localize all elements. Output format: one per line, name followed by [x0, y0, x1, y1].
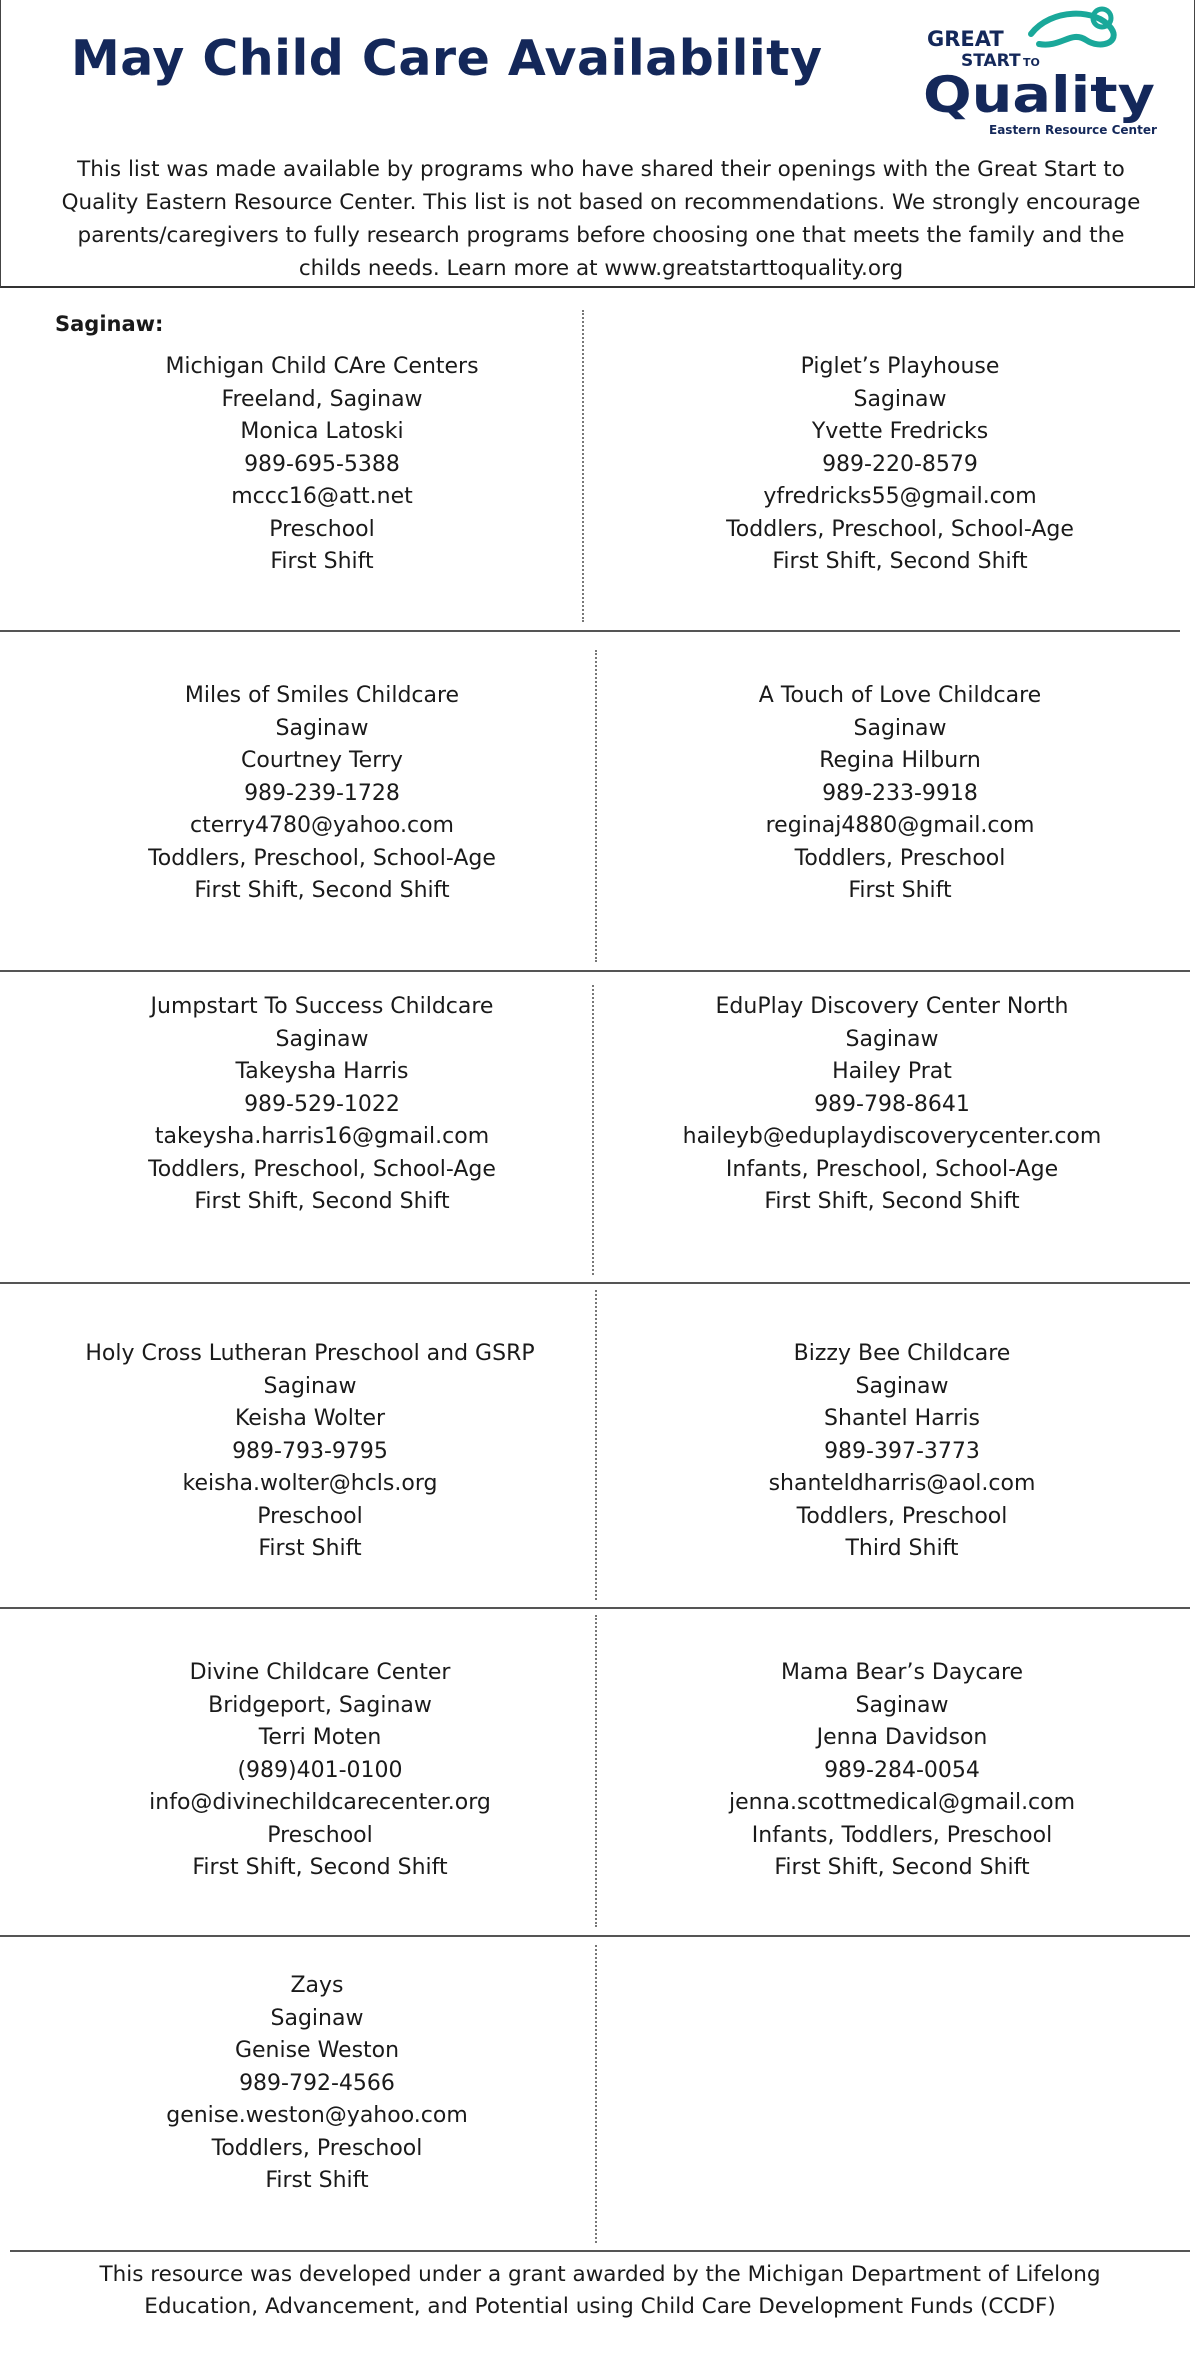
provider-shifts: Third Shift [845, 1536, 959, 1561]
provider-shifts: First Shift, Second Shift [194, 1189, 450, 1214]
provider-phone: 989-239-1728 [244, 780, 400, 806]
provider-location: Saginaw [263, 1373, 357, 1399]
provider-shifts: First Shift [270, 549, 374, 574]
provider-contact: Yvette Fredricks [811, 419, 989, 444]
provider-name: EduPlay Discovery Center North [715, 994, 1069, 1019]
provider-email: genise.weston@yahoo.com [166, 2103, 468, 2128]
provider-ages: Toddlers, Preschool, School-Age [148, 845, 496, 871]
logo-text-great: GREAT [927, 27, 1004, 51]
provider-shifts: First Shift, Second Shift [192, 1855, 448, 1880]
provider-contact: Monica Latoski [240, 419, 404, 444]
provider-location: Bridgeport, Saginaw [208, 1692, 432, 1718]
provider-ages: Toddlers, Preschool [796, 1503, 1008, 1529]
provider-phone: 989-397-3773 [824, 1438, 980, 1464]
row-divider [0, 630, 1180, 632]
header-box [0, 0, 1195, 288]
provider-ages: Toddlers, Preschool [211, 2135, 423, 2161]
provider-shifts: First Shift [265, 2168, 369, 2193]
provider-phone: 989-792-4566 [239, 2070, 395, 2096]
provider-email: shanteldharris@aol.com [768, 1471, 1036, 1496]
row-divider [0, 970, 1190, 972]
provider-card [42, 991, 602, 1219]
region-label: Saginaw: [55, 312, 164, 336]
provider-contact: Keisha Wolter [234, 1406, 386, 1431]
provider-contact: Terri Moten [258, 1725, 382, 1750]
provider-ages: Infants, Preschool, School-Age [725, 1156, 1059, 1182]
row-divider [0, 1935, 1190, 1937]
provider-card [622, 1657, 1182, 1885]
provider-ages: Toddlers, Preschool, School-Age [726, 516, 1074, 542]
provider-contact: Takeysha Harris [235, 1059, 409, 1084]
provider-email: info@divinechildcarecenter.org [149, 1790, 491, 1815]
provider-email: reginaj4880@gmail.com [765, 813, 1035, 838]
provider-contact: Shantel Harris [824, 1406, 980, 1431]
provider-email: mccc16@att.net [231, 484, 413, 509]
provider-shifts: First Shift, Second Shift [764, 1189, 1020, 1214]
provider-shifts: First Shift, Second Shift [194, 878, 450, 903]
provider-shifts: First Shift [848, 878, 952, 903]
provider-card [40, 1657, 600, 1885]
provider-name: Michigan Child CAre Centers [165, 354, 479, 379]
provider-location: Saginaw [855, 1692, 949, 1718]
logo-text-quality: Quality [923, 66, 1155, 124]
provider-name: A Touch of Love Childcare [758, 683, 1042, 708]
provider-name: Holy Cross Lutheran Preschool and GSRP [85, 1341, 535, 1366]
provider-location: Saginaw [275, 1026, 369, 1052]
provider-email: jenna.scottmedical@gmail.com [728, 1790, 1076, 1815]
provider-name: Bizzy Bee Childcare [793, 1341, 1011, 1366]
provider-card [620, 351, 1180, 579]
provider-location: Freeland, Saginaw [221, 386, 423, 412]
provider-name: Zays [290, 1973, 344, 1998]
provider-location: Saginaw [853, 715, 947, 741]
provider-shifts: First Shift, Second Shift [772, 549, 1028, 574]
provider-email: keisha.wolter@hcls.org [182, 1471, 438, 1496]
provider-phone: 989-798-8641 [814, 1091, 970, 1117]
provider-phone: 989-220-8579 [822, 451, 978, 477]
provider-email: haileyb@eduplaydiscoverycenter.com [682, 1124, 1102, 1149]
provider-name: Miles of Smiles Childcare [184, 683, 460, 708]
provider-shifts: First Shift, Second Shift [774, 1855, 1030, 1880]
provider-name: Jumpstart To Success Childcare [150, 994, 494, 1019]
provider-shifts: First Shift [258, 1536, 362, 1561]
provider-phone: 989-695-5388 [244, 451, 400, 477]
provider-contact: Courtney Terry [241, 748, 403, 773]
provider-contact: Regina Hilburn [819, 748, 981, 773]
provider-location: Saginaw [853, 386, 947, 412]
provider-card [37, 1970, 597, 2198]
great-start-to-quality-logo [911, 0, 1171, 140]
provider-name: Piglet’s Playhouse [800, 354, 1000, 379]
provider-contact: Genise Weston [234, 2038, 400, 2063]
provider-ages: Preschool [267, 1822, 373, 1848]
provider-card [622, 1338, 1182, 1566]
provider-card [620, 680, 1180, 908]
provider-location: Saginaw [855, 1373, 949, 1399]
provider-card [612, 991, 1172, 1219]
provider-name: Mama Bear’s Daycare [780, 1660, 1024, 1685]
provider-phone: 989-529-1022 [244, 1091, 400, 1117]
footer-grant-note: This resource was developed under a grant awarded by the Michigan Department of Lifelong Education, Advancement, and Potential using Child Care Development Funds (CCDF) [99, 2262, 1101, 2319]
provider-phone: 989-284-0054 [824, 1757, 980, 1783]
provider-card [30, 1338, 590, 1566]
provider-name: Divine Childcare Center [189, 1660, 451, 1685]
logo-text-start: START [961, 51, 1021, 71]
logo-text-eastern: Eastern Resource Center [989, 123, 1157, 137]
provider-email: cterry4780@yahoo.com [190, 813, 454, 838]
provider-ages: Infants, Toddlers, Preschool [751, 1822, 1053, 1848]
provider-ages: Preschool [269, 516, 375, 542]
provider-location: Saginaw [845, 1026, 939, 1052]
provider-phone: 989-233-9918 [822, 780, 978, 806]
provider-location: Saginaw [270, 2005, 364, 2031]
page-title: May Child Care Availability [71, 30, 823, 87]
provider-location: Saginaw [275, 715, 369, 741]
provider-ages: Toddlers, Preschool, School-Age [148, 1156, 496, 1182]
provider-ages: Toddlers, Preschool [794, 845, 1006, 871]
provider-phone: 989-793-9795 [232, 1438, 388, 1464]
provider-email: yfredricks55@gmail.com [763, 484, 1037, 509]
provider-phone: (989)401-0100 [237, 1757, 403, 1783]
provider-contact: Jenna Davidson [816, 1725, 988, 1750]
provider-email: takeysha.harris16@gmail.com [154, 1124, 490, 1149]
logo-text-to: TO [1023, 56, 1040, 69]
intro-paragraph: This list was made available by programs who have shared their openings with the Great Start to Quality Eastern Resource Center. This list is not based on recommendations. We strongly encourage parents/caregivers to fully research programs before choosing one that meets the family and the childs needs. Learn more at www.greatstarttoquality.org [61, 157, 1141, 281]
provider-ages: Preschool [257, 1503, 363, 1529]
row-divider [0, 1607, 1190, 1609]
provider-contact: Hailey Prat [832, 1059, 952, 1084]
provider-card [42, 351, 602, 579]
row-divider [0, 1282, 1190, 1284]
provider-card [42, 680, 602, 908]
row-divider [10, 2250, 1190, 2252]
column-divider [595, 1290, 597, 1600]
